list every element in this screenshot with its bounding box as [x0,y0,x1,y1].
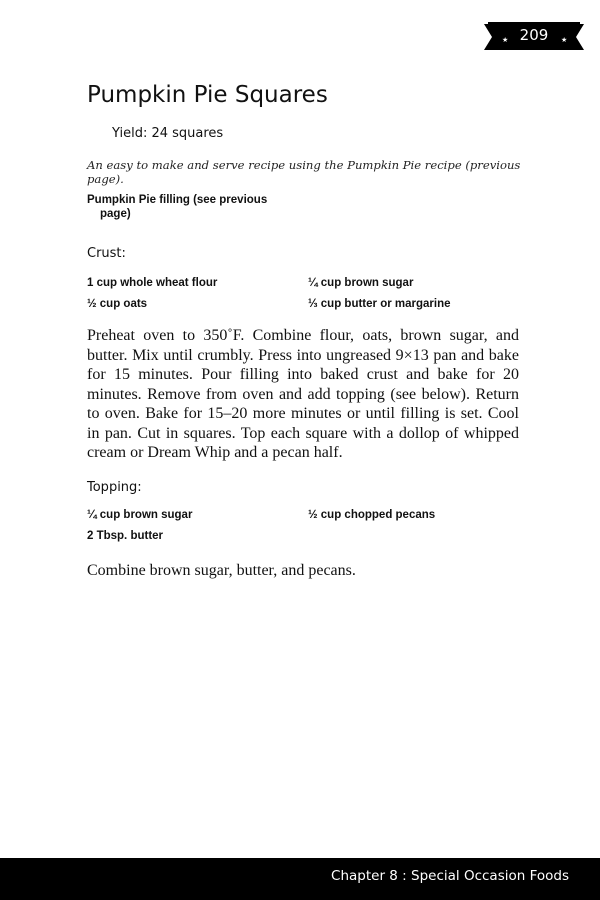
crust-ingredient: ½ cup oats [87,298,148,310]
crust-instructions: Preheat oven to 350˚F. Combine flour, oats, brown sugar, and butter. Mix until crumbly. Press into ungreased 9×13 pan and bake for 15 minutes. Pour filling into baked crust and bake for 20 minutes. Remove from oven and add topping (see below). Return to oven. Bake for 15–20 more minutes or until filling is set. Cool in pan. Cut in squares. Top each square with a dollop of whipped cream or Dream Whip and a pecan half. [87,327,519,461]
topping-ingredient: ¼ cup brown sugar [87,509,193,521]
crust-ingredient: ⅓ cup butter or margarine [308,298,451,310]
crust-ingredient: ¼ cup brown sugar [308,277,414,289]
topping-ingredient: ½ cup chopped pecans [308,509,436,521]
crust-ingredient: 1 cup whole wheat flour [87,277,218,289]
recipe-title: Pumpkin Pie Squares [87,82,328,108]
filling-ingredient: Pumpkin Pie filling (see previous page) [87,194,268,220]
star-icon: ★ [561,36,568,44]
recipe-yield: Yield: 24 squares [112,126,224,141]
crust-label: Crust: [87,246,126,261]
recipe-intro: An easy to make and serve recipe using the Pumpkin Pie recipe (previous page). [87,158,521,186]
topping-label: Topping: [87,480,142,495]
footer-bar [0,858,600,900]
star-icon: ★ [502,36,509,44]
page-number-banner [484,20,584,54]
topping-instructions: Combine brown sugar, butter, and pecans. [87,562,356,579]
topping-ingredient: 2 Tbsp. butter [87,530,164,542]
page-number: 209 [519,26,549,44]
chapter-label: Chapter 8 : Special Occasion Foods [331,868,569,884]
